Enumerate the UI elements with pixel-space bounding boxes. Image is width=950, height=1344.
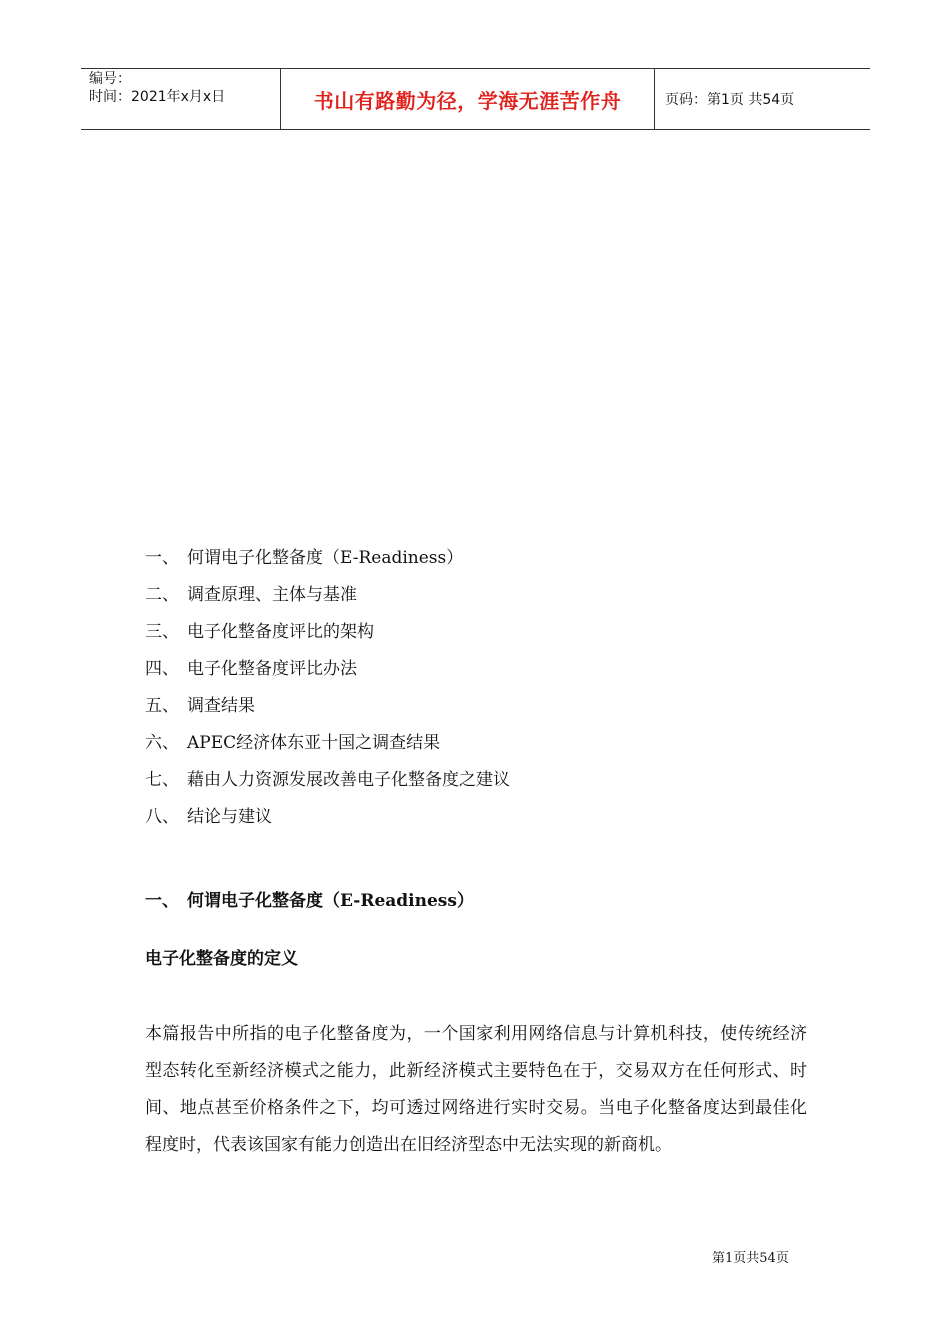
toc-item	[145, 804, 510, 841]
page-header	[81, 68, 870, 130]
toc-number: 四、	[145, 659, 179, 679]
time-label: 时间：2021年x月x日	[89, 89, 226, 105]
toc-text: 藉由人力资源发展改善电子化整备度之建议	[187, 770, 510, 790]
motto: 书山有路勤为径，学海无涯苦作舟	[313, 88, 622, 113]
toc-text: 电子化整备度评比的架构	[187, 622, 374, 642]
toc-text: 调查原理、主体与基准	[187, 585, 357, 605]
toc-item	[145, 693, 510, 730]
subsection-heading: 电子化整备度的定义	[145, 949, 298, 969]
toc-text: 何谓电子化整备度（E-Readiness）	[187, 548, 464, 568]
toc-number: 二、	[145, 585, 179, 605]
page-footer: 第1页共54页	[712, 1251, 789, 1266]
toc-number: 六、	[145, 733, 179, 753]
toc-number: 五、	[145, 696, 179, 716]
header-page-cell	[655, 69, 870, 129]
toc-number: 七、	[145, 770, 179, 790]
page-info: 页码：第1页 共54页	[665, 92, 795, 108]
toc-number: 八、	[145, 807, 179, 827]
toc-item	[145, 582, 510, 619]
toc-text: 结论与建议	[187, 807, 272, 827]
toc-item	[145, 619, 510, 656]
section-heading	[145, 886, 474, 911]
toc-text: 调查结果	[187, 696, 255, 716]
table-of-contents	[145, 545, 510, 841]
number-label: 编号：	[89, 71, 131, 87]
toc-number: 三、	[145, 622, 179, 642]
toc-item	[145, 656, 510, 693]
toc-item	[145, 767, 510, 804]
section-title: 何谓电子化整备度（E-Readiness）	[187, 891, 474, 911]
section-number: 一、	[145, 891, 179, 911]
body-paragraph: 本篇报告中所指的电子化整备度为，一个国家利用网络信息与计算机科技，使传统经济型态转化至新经济模式之能力，此新经济模式主要特色在于，交易双方在任何形式、时间、地点甚至价格条件之下，均可透过网络进行实时交易。当电子化整备度达到最佳化程度时，代表该国家有能力创造出在旧经济型态中无法实现的新商机。	[145, 1024, 807, 1155]
toc-item	[145, 545, 510, 582]
toc-text: APEC经济体东亚十国之调查结果	[187, 733, 441, 753]
toc-item	[145, 730, 510, 767]
toc-text: 电子化整备度评比办法	[187, 659, 357, 679]
header-meta	[81, 69, 280, 129]
header-motto-cell	[280, 69, 655, 129]
toc-number: 一、	[145, 548, 179, 568]
